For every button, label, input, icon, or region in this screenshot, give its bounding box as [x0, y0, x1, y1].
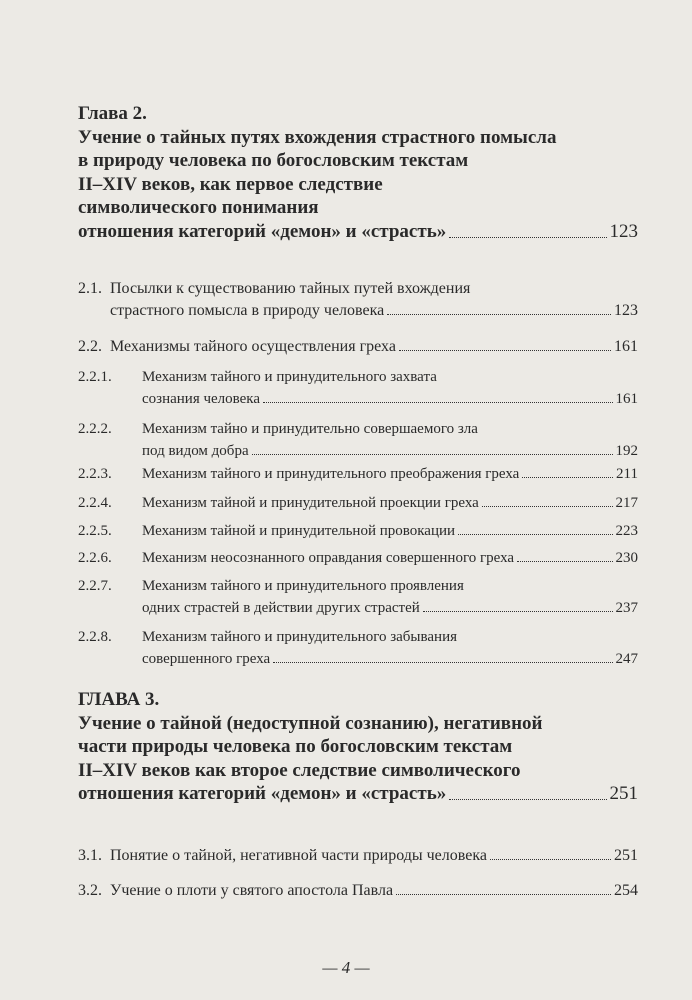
entry-last-line [110, 336, 638, 358]
section-number: 2.2. [78, 338, 102, 355]
leader-dots [387, 300, 611, 315]
leader-dots [396, 880, 611, 895]
entry-text [110, 880, 638, 902]
toc-subentry-2-2-8 [78, 626, 638, 670]
leader-dots [482, 492, 613, 507]
entry-last-line [142, 648, 638, 670]
leader-dots [252, 440, 613, 455]
entry-last-line [142, 388, 638, 410]
entry-text [142, 418, 638, 462]
page-number: 251 [609, 783, 638, 804]
entry-text [142, 547, 638, 569]
section-number: 2.2.6. [78, 550, 112, 566]
leader-dots [449, 220, 606, 238]
entry-line: Механизм тайной и принудительной провокации [142, 523, 456, 539]
entry-last-line [110, 845, 638, 867]
entry-line: сознания человека [142, 391, 261, 407]
page-number: 123 [614, 302, 638, 319]
entry-last-line [142, 492, 638, 514]
entry-text [142, 492, 638, 514]
entry-line: совершенного греха [142, 651, 271, 667]
entry-text [110, 336, 638, 358]
page-number: 161 [615, 391, 638, 407]
chapter-2-title-line: в природу человека по богословским текстам [78, 150, 469, 171]
chapter-2-heading [78, 102, 638, 243]
toc-subentry-2-2-3 [78, 463, 638, 485]
entry-line: Учение о плоти у святого апостола Павла [110, 882, 394, 899]
toc-subentry-2-2-7 [78, 575, 638, 619]
page-number: 161 [614, 338, 638, 355]
toc-subentry-2-2-6 [78, 547, 638, 569]
page-footer-number: — 4 — [322, 958, 370, 977]
section-number: 2.2.7. [78, 578, 112, 594]
entry-text [142, 366, 638, 410]
chapter-3-label: ГЛАВА 3. [78, 689, 160, 710]
entry-line: Механизм тайно и принудительно совершаемого зла [142, 421, 478, 437]
entry-text [142, 463, 638, 485]
chapter-3-title-last-line [78, 782, 638, 806]
leader-dots [522, 463, 613, 478]
section-number: 2.2.1. [78, 369, 112, 385]
page-number: 247 [615, 651, 638, 667]
entry-line: Механизм тайного и принудительного преображения греха [142, 466, 520, 482]
entry-line: Механизмы тайного осуществления греха [110, 338, 396, 355]
entry-line: одних страстей в действии других страстей [142, 600, 420, 616]
page-number: 230 [615, 550, 638, 566]
entry-line: под видом добра [142, 443, 249, 459]
section-number: 3.2. [78, 882, 102, 899]
chapter-3-title-line: части природы человека по богословским текстам [78, 736, 513, 757]
entry-last-line [142, 597, 638, 619]
chapter-3-title-line: Учение о тайной (недоступной сознанию), негативной [78, 712, 543, 734]
toc-entry-2-1 [78, 278, 638, 322]
entry-line: Понятие о тайной, негативной части природы человека [110, 847, 487, 864]
chapter-3-heading [78, 688, 638, 806]
leader-dots [263, 388, 612, 403]
toc-subentry-2-2-2 [78, 418, 638, 462]
chapter-3-title-line: II–XIV веков как второе следствие символического [78, 759, 521, 781]
entry-text [142, 520, 638, 542]
leader-dots [399, 336, 611, 351]
toc-entry-3-2 [78, 880, 638, 902]
chapter-3-title-line: отношения категорий «демон» и «страсть» [78, 783, 447, 804]
entry-last-line [142, 520, 638, 542]
entry-line: Механизм тайного и принудительного проявления [142, 578, 464, 594]
entry-text [110, 845, 638, 867]
toc-subentry-2-2-1 [78, 366, 638, 410]
chapter-2-title-line: отношения категорий «демон» и «страсть» [78, 220, 447, 242]
entry-line: Посылки к существованию тайных путей вхождения [110, 280, 471, 297]
leader-dots [449, 782, 606, 800]
toc-subentry-2-2-4 [78, 492, 638, 514]
leader-dots [490, 845, 611, 860]
chapter-2-title-line: II–XIV веков, как первое следствие [78, 173, 383, 195]
page-number: 211 [616, 466, 638, 482]
chapter-2-title-last-line [78, 220, 638, 244]
entry-last-line [142, 463, 638, 485]
section-number: 2.2.4. [78, 495, 112, 511]
section-number: 2.2.3. [78, 466, 112, 482]
entry-line: страстного помысла в природу человека [110, 302, 385, 319]
page-number: 251 [614, 847, 638, 864]
entry-line: Механизм неосознанного оправдания совершенного греха [142, 550, 515, 566]
entry-line: Механизм тайного и принудительного захвата [142, 369, 437, 385]
entry-line: Механизм тайной и принудительной проекции греха [142, 495, 479, 511]
toc-entry-3-1 [78, 845, 638, 867]
section-number: 2.2.8. [78, 629, 112, 645]
page-number: 217 [615, 495, 638, 511]
page-number: 223 [615, 523, 638, 539]
entry-text [142, 575, 638, 619]
entry-last-line [110, 880, 638, 902]
section-number: 2.1. [78, 280, 102, 297]
page-number: 123 [609, 220, 638, 242]
page-number: 237 [615, 600, 638, 616]
toc-entry-2-2 [78, 336, 638, 358]
page-number: 192 [615, 443, 638, 459]
leader-dots [517, 547, 612, 562]
chapter-2-title-line: Учение о тайных путях вхождения страстного помысла [78, 126, 557, 148]
page-number: 254 [614, 882, 638, 899]
chapter-2-label: Глава 2. [78, 103, 147, 124]
entry-text [142, 626, 638, 670]
chapter-2-title-line: символического понимания [78, 197, 319, 218]
leader-dots [273, 648, 612, 663]
leader-dots [423, 597, 613, 612]
section-number: 3.1. [78, 847, 102, 864]
section-number: 2.2.2. [78, 421, 112, 437]
section-number: 2.2.5. [78, 523, 112, 539]
entry-line: Механизм тайного и принудительного забывания [142, 629, 458, 645]
entry-last-line [110, 300, 638, 322]
entry-last-line [142, 440, 638, 462]
toc-subentry-2-2-5 [78, 520, 638, 542]
entry-last-line [142, 547, 638, 569]
leader-dots [458, 520, 612, 535]
entry-text [110, 278, 638, 322]
